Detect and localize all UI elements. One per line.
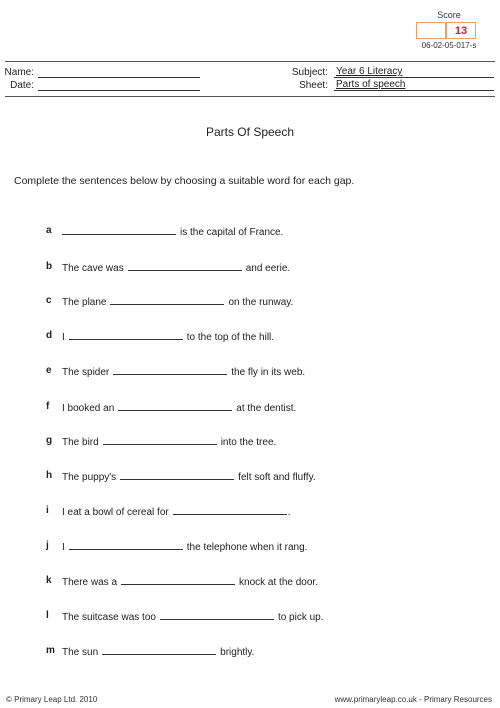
answer-gap[interactable] — [160, 610, 274, 620]
subject-label: Subject: — [291, 67, 328, 78]
question-text-after: brightly. — [220, 647, 255, 658]
date-field — [0, 79, 200, 91]
question-letter: k — [46, 575, 52, 586]
answer-gap[interactable] — [62, 225, 176, 235]
sheet-field — [278, 79, 494, 91]
question-text-after: is the capital of France. — [180, 227, 284, 238]
question-text-before: The sun — [62, 647, 99, 658]
question-letter: h — [46, 470, 53, 481]
answer-gap[interactable] — [113, 365, 227, 375]
name-label: Name: — [4, 67, 34, 78]
footer-website[interactable]: www.primaryleap.co.uk - Primary Resources — [334, 695, 492, 704]
question-text-before: There was a — [62, 577, 118, 588]
question-text-before: The bird — [62, 437, 99, 448]
subject-field — [278, 66, 494, 78]
question-text-before: I — [62, 332, 65, 343]
question-text-after: on the runway. — [228, 297, 294, 308]
answer-gap[interactable] — [121, 575, 235, 585]
name-input-line[interactable] — [38, 66, 200, 78]
sheet-value: Parts of speech — [334, 79, 494, 91]
answer-gap[interactable] — [102, 645, 216, 655]
answer-gap[interactable] — [69, 330, 183, 340]
answer-gap[interactable] — [120, 470, 234, 480]
question-letter: e — [46, 365, 52, 376]
question-text-after: to pick up. — [277, 612, 324, 623]
question-text-before: The plane — [62, 297, 107, 308]
question-text-before: The puppy's — [62, 472, 117, 483]
subject-value: Year 6 Literacy — [334, 66, 494, 78]
question-text-before: I — [62, 542, 65, 553]
score-value: 13 — [446, 22, 476, 39]
sheet-label: Sheet: — [299, 80, 328, 91]
question-text-before: The spider — [62, 367, 110, 378]
answer-gap[interactable] — [103, 435, 217, 445]
question-text-after: to the top of the hill. — [186, 332, 275, 343]
question-text-before: The cave was — [62, 263, 124, 274]
header-divider-bottom — [5, 96, 495, 97]
date-input-line[interactable] — [38, 79, 200, 91]
footer-copyright: © Primary Leap Ltd. 2010 — [6, 695, 98, 704]
date-label: Date: — [10, 80, 34, 91]
question-letter: a — [46, 225, 52, 236]
question-letter: j — [46, 540, 49, 551]
question-text-before: I eat a bowl of cereal for — [62, 507, 169, 518]
question-text-after: at the dentist. — [236, 403, 297, 414]
question-text-after: the telephone when it rang. — [186, 542, 308, 553]
question-letter: l — [46, 610, 49, 621]
question-letter: f — [46, 401, 50, 412]
question-letter: d — [46, 330, 53, 341]
question-text-after: knock at the door. — [239, 577, 318, 588]
score-input-box[interactable] — [416, 22, 446, 39]
answer-gap[interactable] — [173, 505, 287, 515]
answer-gap[interactable] — [110, 295, 224, 305]
question-letter: b — [46, 261, 53, 272]
header-divider-top — [5, 61, 495, 62]
question-letter: m — [46, 645, 55, 656]
answer-gap[interactable] — [69, 540, 183, 550]
answer-gap[interactable] — [128, 261, 242, 271]
question-text-after: the fly in its web. — [231, 367, 306, 378]
answer-gap[interactable] — [118, 401, 232, 411]
sheet-code: 06-02-05-017-s — [421, 41, 477, 50]
score-panel — [416, 10, 482, 50]
question-text-after: . — [287, 507, 291, 518]
question-text-after: into the tree. — [220, 437, 277, 448]
question-text-before: The suitcase was too — [62, 612, 156, 623]
question-letter: c — [46, 295, 52, 306]
score-label: Score — [437, 10, 461, 20]
question-text-before: I booked an — [62, 403, 115, 414]
question-letter: g — [46, 435, 53, 446]
name-field — [0, 66, 200, 78]
question-text-after: and eerie. — [245, 263, 291, 274]
instruction-text: Complete the sentences below by choosing a suitable word for each gap. — [14, 175, 355, 187]
page-title: Parts Of Speech — [205, 125, 295, 139]
question-text-after: felt soft and fluffy. — [238, 472, 316, 483]
question-letter: i — [46, 505, 49, 516]
